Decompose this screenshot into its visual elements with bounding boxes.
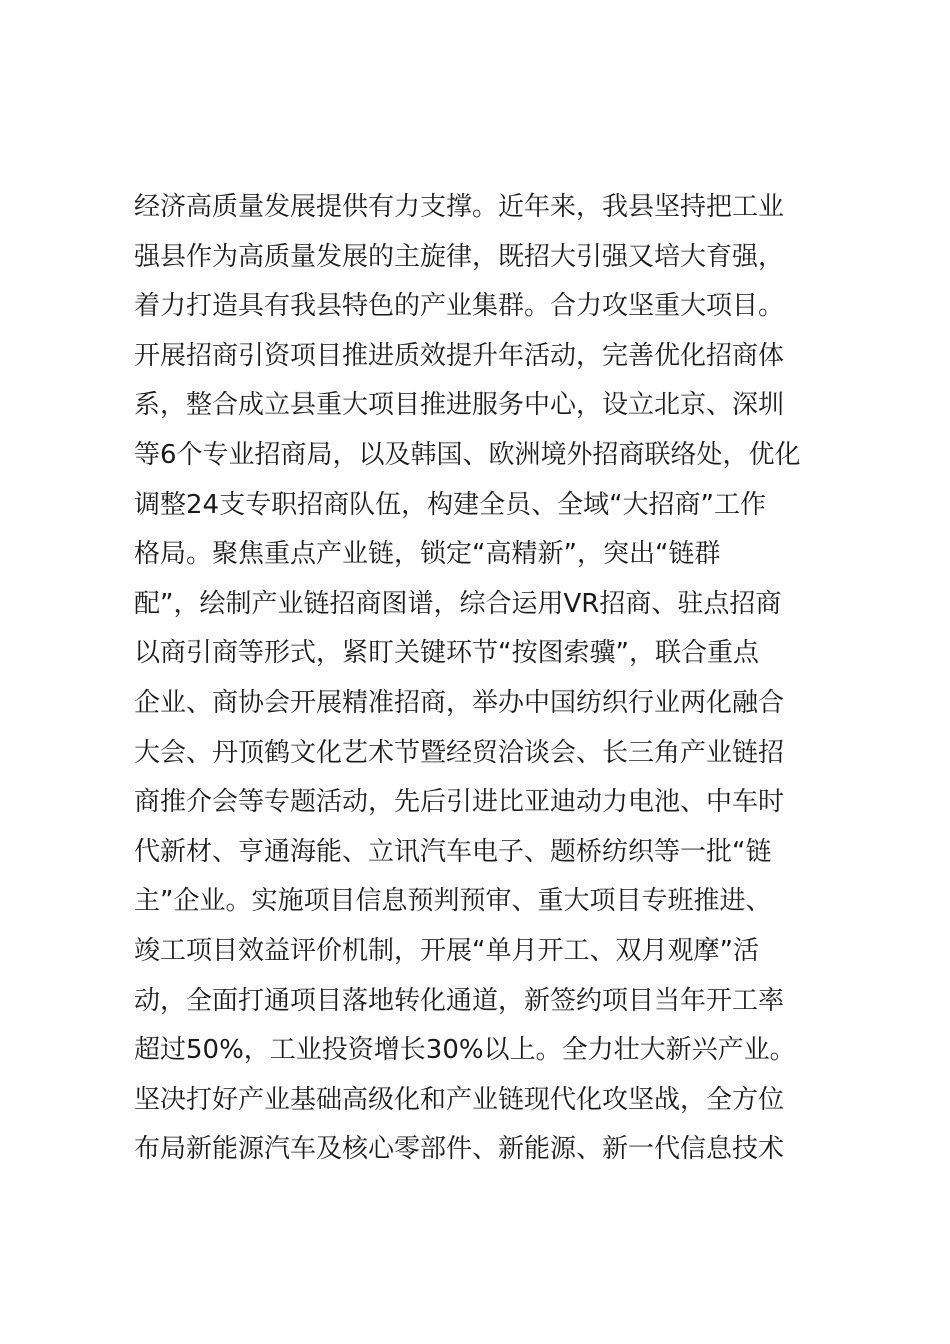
text-line-17: 动，全面打通项目落地转化通道，新签约项目当年开工率 [134,985,785,1016]
text-line-1: 经济高质量发展提供有力支撑。近年来，我县坚持把工业 [134,192,785,222]
text-line-9: 配”，绘制产业链招商图谱，综合运用VR招商、驻点招商 [134,588,782,619]
text-line-7: 调整24支专职招商队伍，构建全员、全域“大招商”工作 [134,489,767,520]
text-line-19: 坚决打好产业基础高级化和产业链现代化攻坚战，全方位 [134,1084,785,1115]
text-line-18: 超过50%，工业投资增长30%以上。全力壮大新兴产业。 [134,1035,796,1066]
text-line-8: 格局。聚焦重点产业链，锁定“高精新”，突出“链群 [134,539,721,570]
text-line-4: 开展招商引资项目推进质效提升年活动，完善优化招商体 [134,340,785,371]
text-line-3: 着力打造具有我县特色的产业集群。合力攻坚重大项目。 [134,291,785,322]
text-line-5: 系，整合成立县重大项目推进服务中心，设立北京、深圳 [134,390,785,421]
text-line-12: 大会、丹顶鹤文化艺术节暨经贸洽谈会、长三角产业链招 [134,737,785,768]
text-line-14: 代新材、亨通海能、立讯汽车电子、题桥纺织等一批“链 [134,836,772,867]
text-line-20: 布局新能源汽车及核心零部件、新能源、新一代信息技术 [134,1134,785,1165]
text-line-13: 商推介会等专题活动，先后引进比亚迪动力电池、中车时 [134,787,785,818]
text-line-15: 主”企业。实施项目信息预判预审、重大项目专班推进、 [134,886,772,917]
text-line-6: 等6个专业招商局，以及韩国、欧洲境外招商联络处，优化 [134,439,801,470]
body-paragraph [134,183,864,1175]
text-line-10: 以商引商等形式，紧盯关键环节“按图索骥”，联合重点 [134,638,759,669]
text-line-16: 竣工项目效益评价机制，开展“单月开工、双月观摩”活 [134,935,759,966]
text-line-11: 企业、商协会开展精准招商，举办中国纺织行业两化融合 [134,687,785,718]
text-line-2: 强县作为高质量发展的主旋律，既招大引强又培大育强， [134,241,785,272]
